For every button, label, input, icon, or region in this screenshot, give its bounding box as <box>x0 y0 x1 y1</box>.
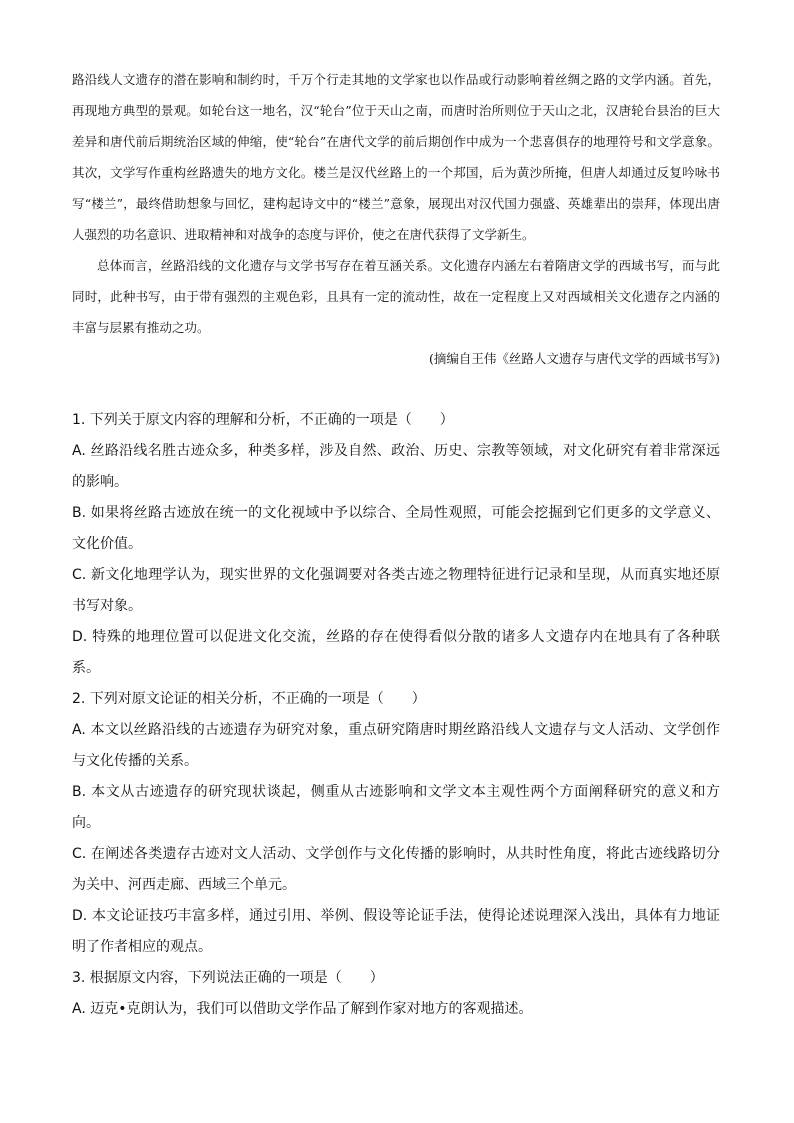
question-list <box>72 405 720 1025</box>
question-option: D. 本文论证技巧丰富多样，通过引用、举例、假设等论证手法，使得论述说理深入浅出，具体有力地证明了作者相应的观点。 <box>72 908 720 955</box>
question-option: A. 本文以丝路沿线的古迹遗存为研究对象，重点研究隋唐时期丝路沿线人文遗存与文人活动、文学创作与文化传播的关系。 <box>72 722 720 769</box>
question-stem: 3. 根据原文内容，下列说法正确的一项是（ ） <box>72 970 384 986</box>
reading-passage <box>72 64 720 374</box>
question-stem: 1. 下列关于原文内容的理解和分析，不正确的一项是（ ） <box>72 412 454 428</box>
question-option: B. 本文从古迹遗存的研究现状谈起，侧重从古迹影响和文学文本主观性两个方面阐释研究的意义和方向。 <box>72 784 720 831</box>
question-option: C. 新文化地理学认为，现实世界的文化强调要对各类古迹之物理特征进行记录和呈现，从而真实地还原书写对象。 <box>72 567 720 614</box>
source-citation: (摘编自王伟《丝路人文遗存与唐代文学的西域书写》) <box>428 351 720 366</box>
question-option: B. 如果将丝路古迹放在统一的文化视域中予以综合、全局性观照，可能会挖掘到它们更多的文学意义、文化价值。 <box>72 505 720 552</box>
question-option: A. 迈克•克朗认为，我们可以借助文学作品了解到作家对地方的客观描述。 <box>72 1001 533 1017</box>
question-option: D. 特殊的地理位置可以促进文化交流，丝路的存在使得看似分散的诸多人文遗存内在地具有了各种联系。 <box>72 629 720 676</box>
passage-paragraph: 路沿线人文遗存的潜在影响和制约时，千万个行走其地的文学家也以作品或行动影响着丝绸之路的文学内涵。首先，再现地方典型的景观。如轮台这一地名，汉“轮台”位于天山之南，而唐时治所则位于天山之北，汉唐轮台县治的巨大差异和唐代前后期统治区域的伸缩，使“轮台”在唐代文学的前后期创作中成为一个悲喜俱存的地理符号和文学意象。其次，文学写作重构丝路遗失的地方文化。楼兰是汉代丝路上的一个邦国，后为黄沙所掩，但唐人却通过反复吟咏书写“楼兰”，最终借助想象与回忆，建构起诗文中的“楼兰”意象，展现出对汉代国力强盛、英雄辈出的崇拜，体现出唐人强烈的功名意识、进取精神和对战争的态度与评价，使之在唐代获得了文学新生。 <box>72 72 720 242</box>
passage-paragraph: 总体而言，丝路沿线的文化遗存与文学书写存在着互涵关系。文化遗存内涵左右着隋唐文学的西域书写，而与此同时，此种书写，由于带有强烈的主观色彩，且具有一定的流动性，故在一定程度上又对西域相关文化遗存之内涵的丰富与层累有推动之功。 <box>72 258 720 335</box>
question-option: C. 在阐述各类遗存古迹对文人活动、文学创作与文化传播的影响时，从共时性角度，将此古迹线路切分为关中、河西走廊、西域三个单元。 <box>72 846 720 893</box>
question-stem: 2. 下列对原文论证的相关分析，不正确的一项是（ ） <box>72 691 426 707</box>
question-option: A. 丝路沿线名胜古迹众多，种类多样，涉及自然、政治、历史、宗教等领域，对文化研究有着非常深远的影响。 <box>72 443 720 490</box>
